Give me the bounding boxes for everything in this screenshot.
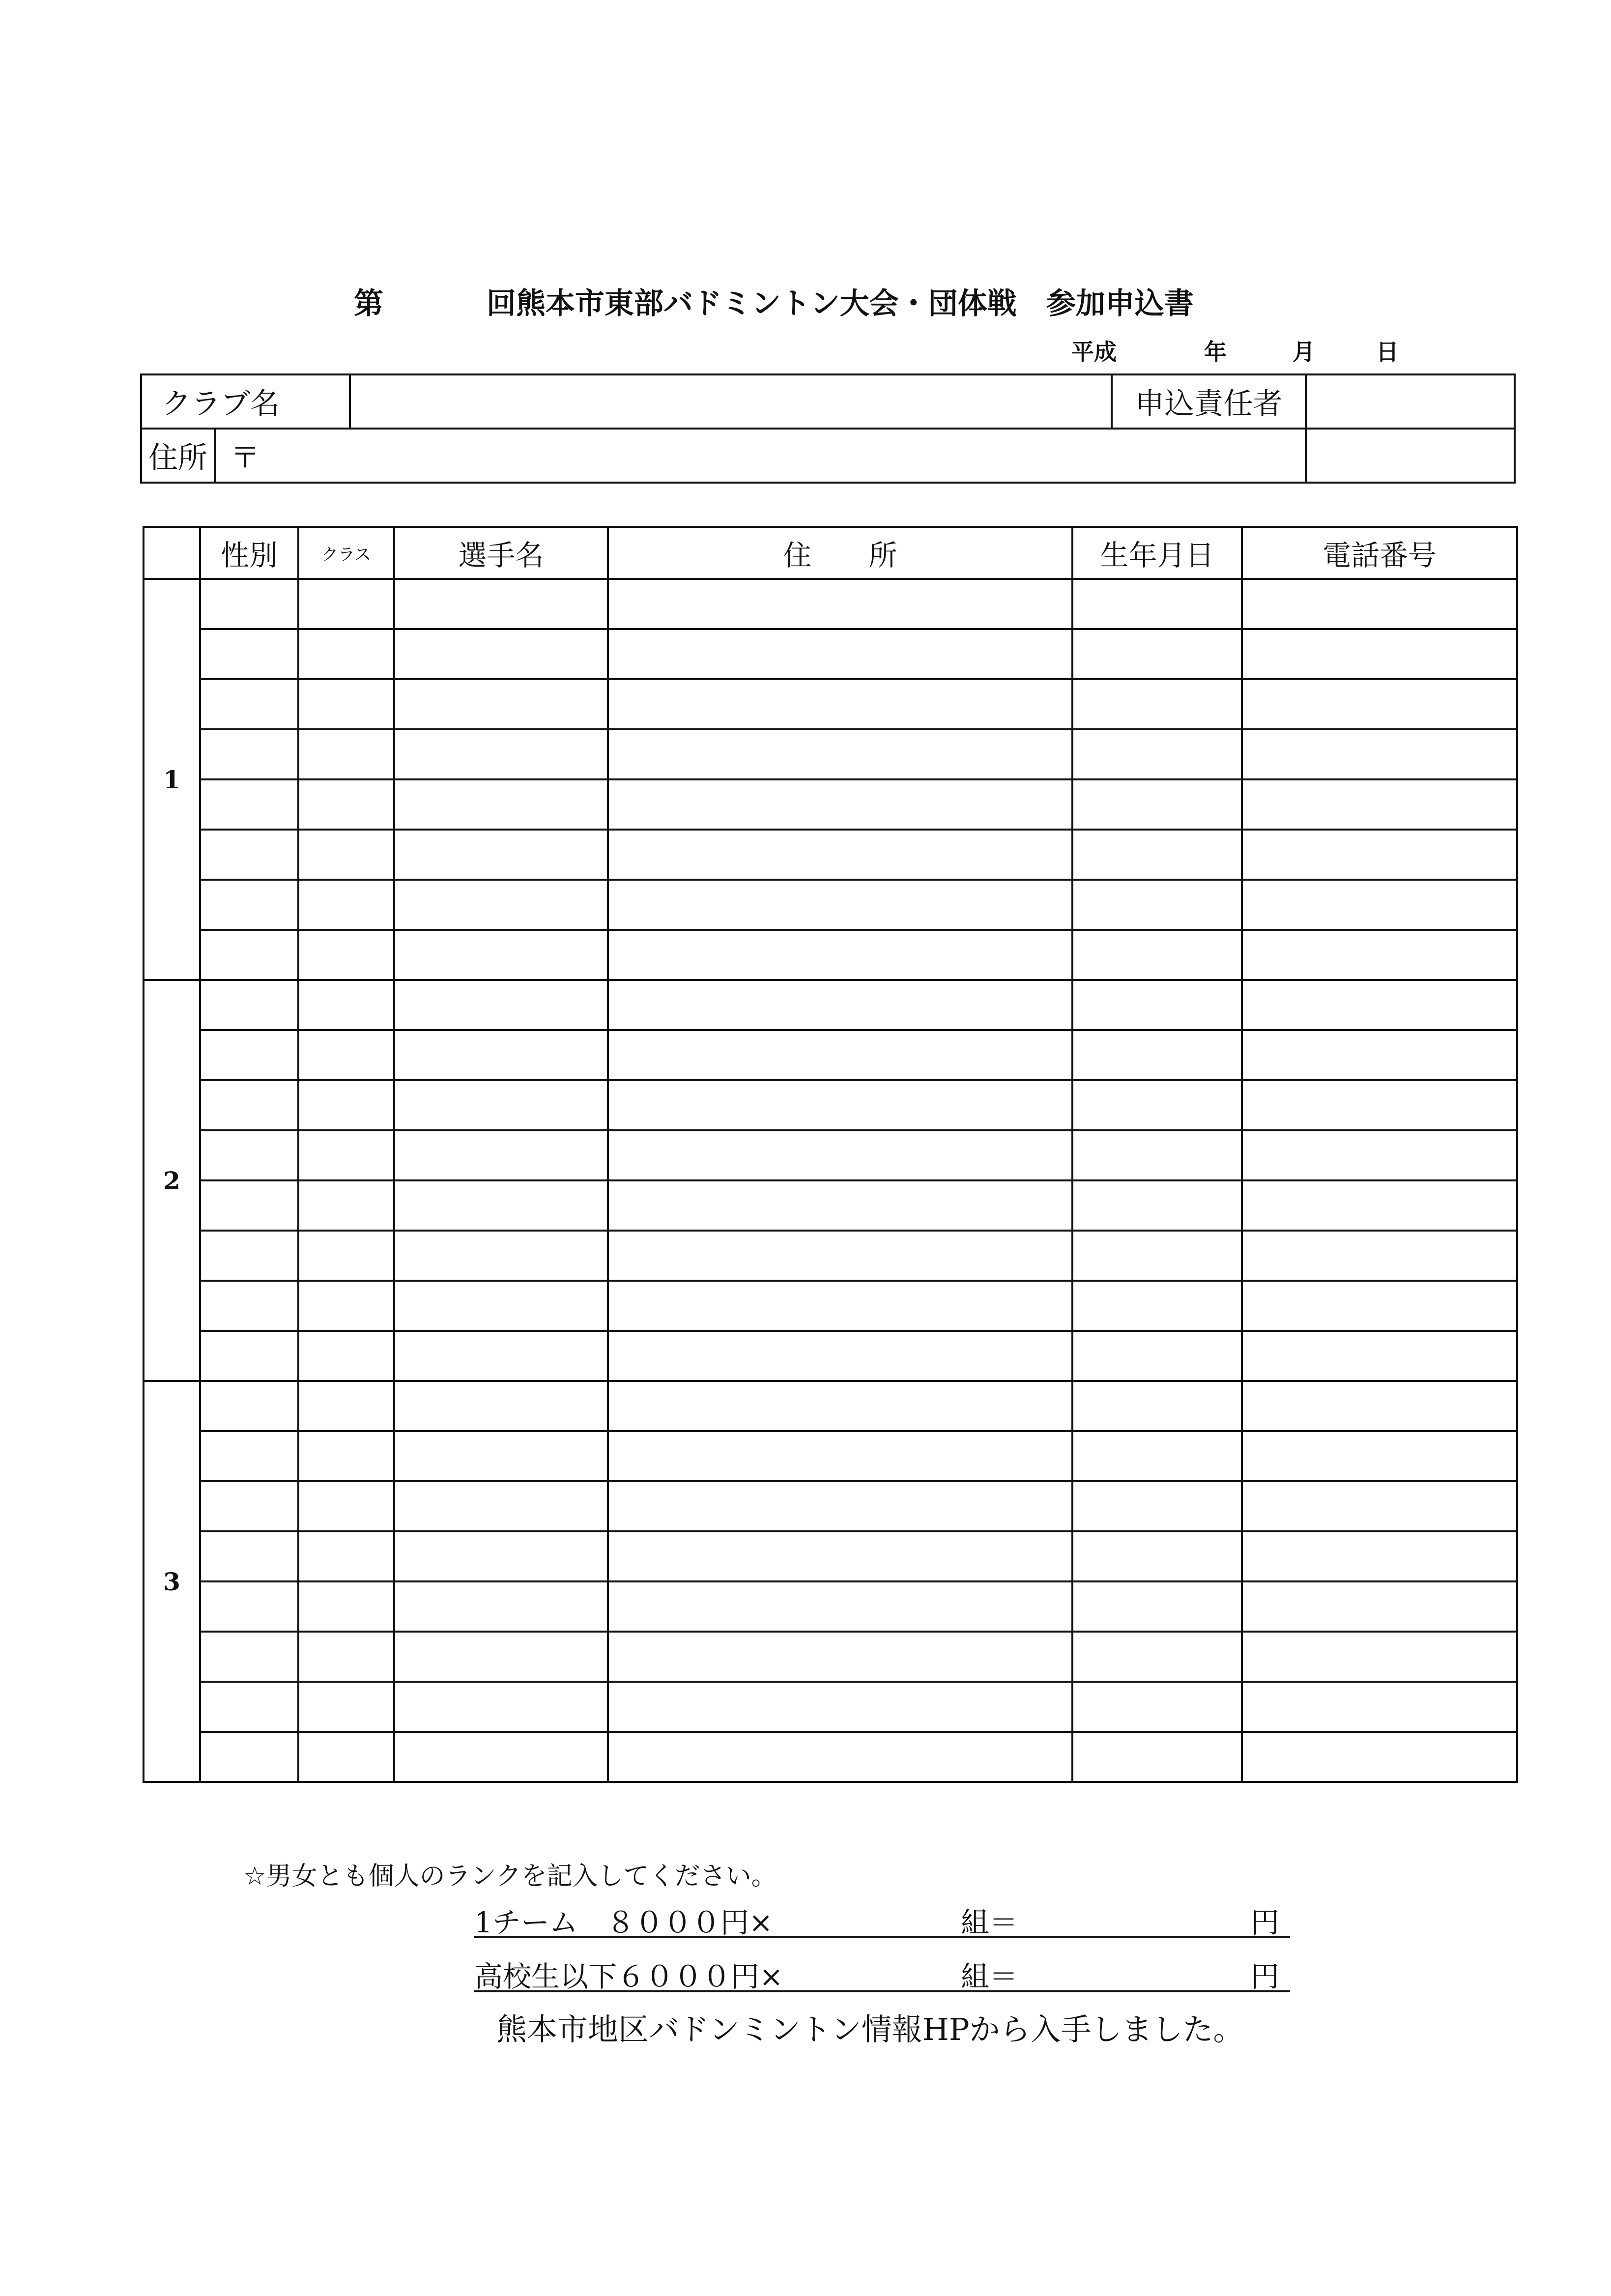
address-extra-field[interactable] xyxy=(1306,429,1515,483)
class-cell[interactable] xyxy=(298,779,394,830)
club-name-field[interactable] xyxy=(350,374,1112,429)
birthdate-cell[interactable] xyxy=(1072,1431,1242,1481)
form-title-prefix: 第 xyxy=(354,287,383,321)
player-address-cell[interactable] xyxy=(608,830,1072,880)
birthdate-cell[interactable] xyxy=(1072,1481,1242,1531)
table-row xyxy=(144,1632,1517,1682)
player-address-cell[interactable] xyxy=(608,1682,1072,1732)
player-address-cell[interactable] xyxy=(608,679,1072,729)
player-address-cell[interactable] xyxy=(608,1581,1072,1632)
gender-cell[interactable] xyxy=(200,1732,298,1782)
fee-team-underline xyxy=(474,1936,1290,1938)
table-row xyxy=(144,729,1517,779)
player-address-cell[interactable] xyxy=(608,779,1072,830)
phone-cell[interactable] xyxy=(1242,930,1517,980)
gender-cell[interactable] xyxy=(200,980,298,1030)
player-address-header: 住 所 xyxy=(608,527,1072,579)
fee-student-underline xyxy=(474,1990,1290,1992)
table-row xyxy=(144,1581,1517,1632)
class-cell[interactable] xyxy=(298,830,394,880)
player-name-cell[interactable] xyxy=(394,1481,608,1531)
birthdate-cell[interactable] xyxy=(1072,880,1242,930)
date-year: 年 xyxy=(1204,339,1227,365)
date-era: 平成 xyxy=(1071,339,1117,365)
table-row xyxy=(144,930,1517,980)
fee-team-kumi: 組＝ xyxy=(961,1906,1018,1939)
phone-cell[interactable] xyxy=(1242,1030,1517,1080)
gender-cell[interactable] xyxy=(200,1180,298,1231)
team-1-rows xyxy=(144,579,1517,980)
fee-student-yen: 円 xyxy=(1251,1960,1280,1993)
manager-label: 申込責任者 xyxy=(1112,374,1306,429)
birthdate-cell[interactable] xyxy=(1072,1581,1242,1632)
player-name-cell[interactable] xyxy=(394,1030,608,1080)
player-name-cell[interactable] xyxy=(394,1231,608,1281)
gender-cell[interactable] xyxy=(200,679,298,729)
birthdate-cell[interactable] xyxy=(1072,1682,1242,1732)
player-name-cell[interactable] xyxy=(394,679,608,729)
phone-cell[interactable] xyxy=(1242,1682,1517,1732)
class-header: クラス xyxy=(298,527,394,579)
fee-team-yen: 円 xyxy=(1251,1906,1280,1939)
gender-cell[interactable] xyxy=(200,1531,298,1581)
class-cell[interactable] xyxy=(298,1180,394,1231)
club-info-table xyxy=(140,373,1516,484)
gender-cell[interactable] xyxy=(200,779,298,830)
phone-cell[interactable] xyxy=(1242,779,1517,830)
player-name-cell[interactable] xyxy=(394,1381,608,1431)
gender-cell[interactable] xyxy=(200,830,298,880)
fee-team-label: 1チーム ８０００円× xyxy=(474,1906,773,1939)
table-row xyxy=(144,830,1517,880)
gender-cell[interactable] xyxy=(200,930,298,980)
class-cell[interactable] xyxy=(298,1581,394,1632)
class-cell[interactable] xyxy=(298,930,394,980)
phone-cell[interactable] xyxy=(1242,880,1517,930)
player-entry-table xyxy=(143,526,1518,1783)
gender-cell[interactable] xyxy=(200,1281,298,1331)
phone-cell[interactable] xyxy=(1242,1331,1517,1381)
class-cell[interactable] xyxy=(298,1281,394,1331)
phone-cell[interactable] xyxy=(1242,1581,1517,1632)
class-cell[interactable] xyxy=(298,1080,394,1130)
gender-cell[interactable] xyxy=(200,1431,298,1481)
table-row xyxy=(144,1732,1517,1782)
table-row xyxy=(144,1231,1517,1281)
birthdate-cell[interactable] xyxy=(1072,779,1242,830)
birthdate-cell[interactable] xyxy=(1072,579,1242,629)
player-name-cell[interactable] xyxy=(394,1632,608,1682)
class-cell[interactable] xyxy=(298,1732,394,1782)
birthdate-cell[interactable] xyxy=(1072,930,1242,980)
class-cell[interactable] xyxy=(298,1632,394,1682)
table-row xyxy=(144,1281,1517,1331)
table-row xyxy=(144,880,1517,930)
class-cell[interactable] xyxy=(298,1231,394,1281)
source-footer: 熊本市地区バドンミントン情報HPから入手しました。 xyxy=(496,2011,1244,2047)
player-name-cell[interactable] xyxy=(394,1732,608,1782)
class-cell[interactable] xyxy=(298,729,394,779)
player-name-cell[interactable] xyxy=(394,1180,608,1231)
class-cell[interactable] xyxy=(298,579,394,629)
class-cell[interactable] xyxy=(298,1682,394,1732)
player-address-cell[interactable] xyxy=(608,1481,1072,1531)
table-row xyxy=(144,1431,1517,1481)
class-cell[interactable] xyxy=(298,1381,394,1431)
class-cell[interactable] xyxy=(298,1130,394,1180)
phone-cell[interactable] xyxy=(1242,1381,1517,1431)
player-address-cell[interactable] xyxy=(608,1531,1072,1581)
player-address-cell[interactable] xyxy=(608,1331,1072,1381)
gender-cell[interactable] xyxy=(200,880,298,930)
phone-cell[interactable] xyxy=(1242,1130,1517,1180)
gender-cell[interactable] xyxy=(200,1632,298,1682)
gender-cell[interactable] xyxy=(200,1331,298,1381)
gender-cell[interactable] xyxy=(200,579,298,629)
phone-cell[interactable] xyxy=(1242,579,1517,629)
team-2-rows xyxy=(144,980,1517,1381)
birthdate-cell[interactable] xyxy=(1072,830,1242,880)
gender-header: 性別 xyxy=(200,527,298,579)
phone-header: 電話番号 xyxy=(1242,527,1517,579)
player-name-cell[interactable] xyxy=(394,1331,608,1381)
phone-cell[interactable] xyxy=(1242,1231,1517,1281)
phone-cell[interactable] xyxy=(1242,1732,1517,1782)
team-number-cell: 1 xyxy=(144,579,200,980)
player-name-cell[interactable] xyxy=(394,1682,608,1732)
birthdate-cell[interactable] xyxy=(1072,1180,1242,1231)
phone-cell[interactable] xyxy=(1242,1180,1517,1231)
player-name-header: 選手名 xyxy=(394,527,608,579)
player-name-cell[interactable] xyxy=(394,1080,608,1130)
table-row xyxy=(144,629,1517,679)
date-day: 日 xyxy=(1376,339,1399,365)
table-row xyxy=(144,1531,1517,1581)
player-address-cell[interactable] xyxy=(608,1632,1072,1682)
player-name-cell[interactable] xyxy=(394,629,608,679)
player-address-cell[interactable] xyxy=(608,1281,1072,1331)
player-name-cell[interactable] xyxy=(394,880,608,930)
gender-cell[interactable] xyxy=(200,1481,298,1531)
postal-mark: 〒 xyxy=(230,441,260,475)
player-address-cell[interactable] xyxy=(608,1130,1072,1180)
gender-cell[interactable] xyxy=(200,1130,298,1180)
player-name-cell[interactable] xyxy=(394,830,608,880)
player-name-cell[interactable] xyxy=(394,779,608,830)
gender-cell[interactable] xyxy=(200,629,298,679)
player-address-cell[interactable] xyxy=(608,980,1072,1030)
gender-cell[interactable] xyxy=(200,1030,298,1080)
table-row xyxy=(144,1080,1517,1130)
player-address-cell[interactable] xyxy=(608,1381,1072,1431)
phone-cell[interactable] xyxy=(1242,1481,1517,1531)
phone-cell[interactable] xyxy=(1242,679,1517,729)
gender-cell[interactable] xyxy=(200,1682,298,1732)
team-number-cell: 2 xyxy=(144,980,200,1381)
birthdate-cell[interactable] xyxy=(1072,1381,1242,1431)
birthdate-cell[interactable] xyxy=(1072,1732,1242,1782)
player-address-cell[interactable] xyxy=(608,1030,1072,1080)
birthdate-cell[interactable] xyxy=(1072,1281,1242,1331)
player-address-cell[interactable] xyxy=(608,1080,1072,1130)
player-address-cell[interactable] xyxy=(608,729,1072,779)
phone-cell[interactable] xyxy=(1242,1080,1517,1130)
address-field[interactable] xyxy=(215,429,1306,483)
birthdate-cell[interactable] xyxy=(1072,1130,1242,1180)
player-name-cell[interactable] xyxy=(394,1281,608,1331)
table-row xyxy=(144,1030,1517,1080)
class-cell[interactable] xyxy=(298,1481,394,1531)
player-address-cell[interactable] xyxy=(608,1431,1072,1481)
date-month: 月 xyxy=(1293,339,1315,365)
rank-note: ☆男女とも個人のランクを記入してください。 xyxy=(243,1862,777,1891)
phone-cell[interactable] xyxy=(1242,1531,1517,1581)
class-cell[interactable] xyxy=(298,980,394,1030)
gender-cell[interactable] xyxy=(200,729,298,779)
team-number-cell: 3 xyxy=(144,1381,200,1782)
phone-cell[interactable] xyxy=(1242,980,1517,1030)
player-name-cell[interactable] xyxy=(394,1431,608,1481)
gender-cell[interactable] xyxy=(200,1080,298,1130)
table-row xyxy=(144,679,1517,729)
fee-student-kumi: 組＝ xyxy=(961,1960,1018,1993)
class-cell[interactable] xyxy=(298,679,394,729)
player-name-cell[interactable] xyxy=(394,930,608,980)
phone-cell[interactable] xyxy=(1242,830,1517,880)
birthdate-header: 生年月日 xyxy=(1072,527,1242,579)
player-address-cell[interactable] xyxy=(608,1732,1072,1782)
player-address-cell[interactable] xyxy=(608,629,1072,679)
player-address-cell[interactable] xyxy=(608,579,1072,629)
form-title: 回熊本市東部バドミントン大会・団体戦 参加申込書 xyxy=(487,287,1194,321)
fee-student-label: 高校生以下６０００円× xyxy=(474,1960,783,1993)
birthdate-cell[interactable] xyxy=(1072,729,1242,779)
phone-cell[interactable] xyxy=(1242,1281,1517,1331)
class-cell[interactable] xyxy=(298,1531,394,1581)
team-3-rows xyxy=(144,1381,1517,1782)
birthdate-cell[interactable] xyxy=(1072,679,1242,729)
birthdate-cell[interactable] xyxy=(1072,1632,1242,1682)
player-name-cell[interactable] xyxy=(394,1531,608,1581)
team-number-header xyxy=(144,527,200,579)
table-row xyxy=(144,1481,1517,1531)
club-name-label: クラブ名 xyxy=(141,374,350,429)
table-row xyxy=(144,1180,1517,1231)
class-cell[interactable] xyxy=(298,1030,394,1080)
class-cell[interactable] xyxy=(298,1431,394,1481)
player-name-cell[interactable] xyxy=(394,1581,608,1632)
manager-field[interactable] xyxy=(1306,374,1515,429)
phone-cell[interactable] xyxy=(1242,729,1517,779)
birthdate-cell[interactable] xyxy=(1072,1531,1242,1581)
gender-cell[interactable] xyxy=(200,1581,298,1632)
phone-cell[interactable] xyxy=(1242,629,1517,679)
player-address-cell[interactable] xyxy=(608,1231,1072,1281)
birthdate-cell[interactable] xyxy=(1072,980,1242,1030)
class-cell[interactable] xyxy=(298,1331,394,1381)
player-name-cell[interactable] xyxy=(394,729,608,779)
player-name-cell[interactable] xyxy=(394,980,608,1030)
table-row xyxy=(144,1682,1517,1732)
table-row xyxy=(144,1331,1517,1381)
player-address-cell[interactable] xyxy=(608,930,1072,980)
birthdate-cell[interactable] xyxy=(1072,629,1242,679)
birthdate-cell[interactable] xyxy=(1072,1231,1242,1281)
birthdate-cell[interactable] xyxy=(1072,1331,1242,1381)
table-row xyxy=(144,980,1517,1030)
gender-cell[interactable] xyxy=(200,1381,298,1431)
address-label: 住所 xyxy=(141,429,215,483)
class-cell[interactable] xyxy=(298,880,394,930)
table-row xyxy=(144,579,1517,629)
birthdate-cell[interactable] xyxy=(1072,1030,1242,1080)
phone-cell[interactable] xyxy=(1242,1431,1517,1481)
player-name-cell[interactable] xyxy=(394,579,608,629)
player-address-cell[interactable] xyxy=(608,880,1072,930)
player-address-cell[interactable] xyxy=(608,1180,1072,1231)
birthdate-cell[interactable] xyxy=(1072,1080,1242,1130)
gender-cell[interactable] xyxy=(200,1231,298,1281)
table-row xyxy=(144,1381,1517,1431)
table-row xyxy=(144,1130,1517,1180)
phone-cell[interactable] xyxy=(1242,1632,1517,1682)
class-cell[interactable] xyxy=(298,629,394,679)
player-name-cell[interactable] xyxy=(394,1130,608,1180)
table-row xyxy=(144,779,1517,830)
